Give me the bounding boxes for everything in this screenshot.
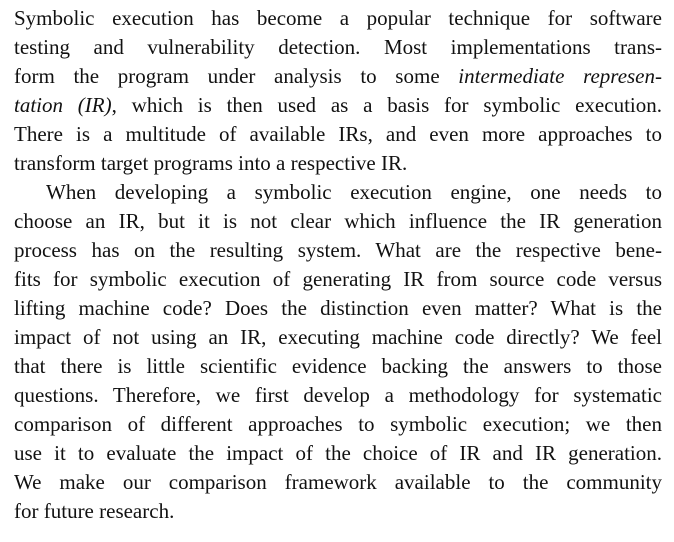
- paragraph-1-line-3: [14, 62, 662, 91]
- line-3-roman-text: form the program under analysis to some: [14, 64, 459, 88]
- paragraph-2-line-7: that there is little scientific evidence backing the answers to those: [14, 354, 662, 378]
- paragraph-2-line-5: lifting machine code? Does the distinction even matter? What is the: [14, 296, 662, 320]
- paragraph-1-line-4: [14, 91, 662, 120]
- italic-term-ir-part-2: tation (IR): [14, 93, 112, 117]
- paragraph-2-line-8: questions. Therefore, we first develop a methodology for systematic: [14, 383, 662, 407]
- paragraph-2-line-4: fits for symbolic execution of generating IR from source code versus: [14, 267, 662, 291]
- paragraph-2-line-11: We make our comparison framework available to the community: [14, 470, 662, 494]
- italic-term-ir-part-1: intermediate represen-: [458, 64, 662, 88]
- paragraph-1-line-2: testing and vulnerability detection. Most implementations trans-: [14, 35, 662, 59]
- paragraph-1-line-5: There is a multitude of available IRs, and even more approaches to: [14, 122, 662, 146]
- paragraph-2-line-9: comparison of different approaches to symbolic execution; we then: [14, 412, 662, 436]
- line-4-roman-text: , which is then used as a basis for symbolic execution.: [111, 93, 662, 117]
- paragraph-2-line-6: impact of not using an IR, executing machine code directly? We feel: [14, 325, 662, 349]
- paragraph-2-line-12: for future research.: [14, 499, 175, 523]
- paragraph-2-line-10: use it to evaluate the impact of the choice of IR and IR generation.: [14, 441, 662, 465]
- paragraph-1-line-6: transform target programs into a respective IR.: [14, 151, 408, 175]
- paragraph-1-line-1: Symbolic execution has become a popular technique for software: [14, 6, 662, 30]
- paragraph-2-line-1: When developing a symbolic execution engine, one needs to: [46, 180, 662, 204]
- abstract-text: [14, 4, 662, 526]
- paragraph-2-line-3: process has on the resulting system. What are the respective bene-: [14, 238, 662, 262]
- paragraph-2-line-2: choose an IR, but it is not clear which influence the IR generation: [14, 209, 662, 233]
